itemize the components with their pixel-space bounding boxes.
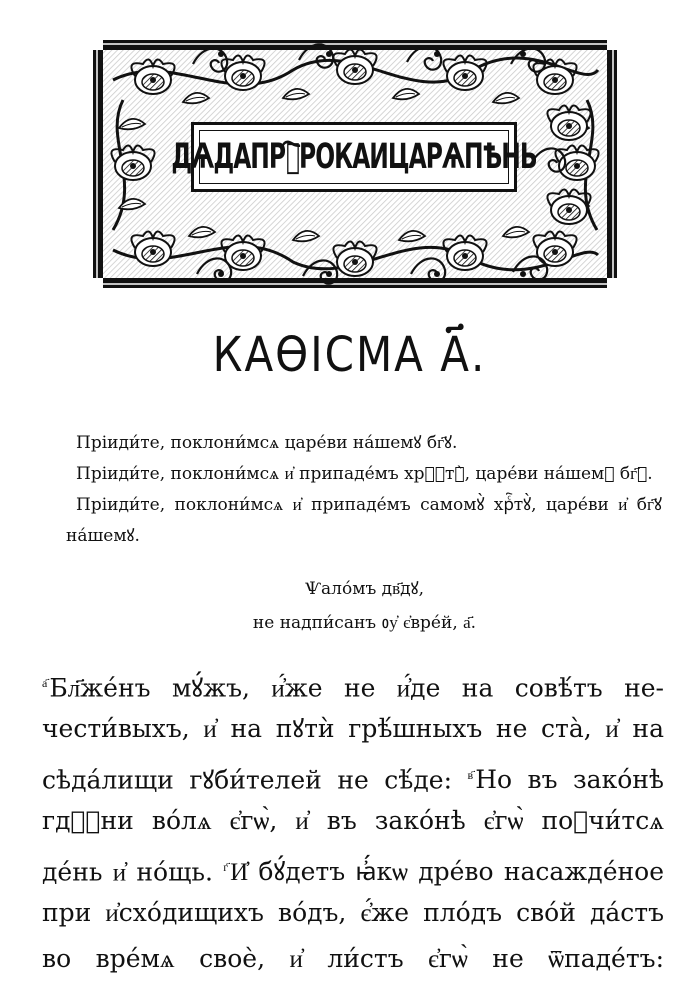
psalm-heading xyxy=(0,572,699,640)
psalm-line xyxy=(42,706,664,752)
psalm-line-text: Но въ зако́нѣ xyxy=(475,765,664,795)
psalm-line-text: И҆ бꙋ́детъ ꙗ҆́кѡ дре́во насажде́ное xyxy=(230,857,664,887)
ligature-title-banner xyxy=(171,122,537,192)
psalm-line-text: чести́выхъ, и҆ на пꙋтѝ грѣ́шныхъ не ста̀, и҆ на xyxy=(42,714,664,743)
prayer-line: Пріиди́те, поклони́мсѧ царе́ви на́шемꙋ бг҃ꙋ. xyxy=(76,433,458,453)
psalm-line-text: гдⷭ҇ни во́лѧ є҆гѡ̀, и҆ въ зако́нѣ є҆гѡ̀ поꙋчи́тсѧ xyxy=(42,806,664,835)
psalm-line xyxy=(42,798,664,844)
psalm-line-text: Бл҃же́нъ мꙋ́жъ, и҆́же не и҆́де на совѣ́тъ не- xyxy=(49,673,664,703)
kathisma-title: КАѲІСМА А҃. xyxy=(212,326,487,383)
prayer-line: Пріиди́те, поклони́мсѧ и҆ припаде́мъ хрⷭ҇тꙋ̀, царе́ви на́шемꙋ бг҃ꙋ. xyxy=(76,464,653,484)
psalm-line-text: во вре́мѧ своѐ, и҆ ли́стъ є҆гѡ̀ не ѿпаде́тъ: xyxy=(42,944,664,973)
psalm-text xyxy=(42,660,664,982)
opening-prayers xyxy=(66,428,662,552)
verse-number: а҃ xyxy=(42,676,48,690)
psalm-line xyxy=(42,752,664,798)
psalm-line xyxy=(42,844,664,890)
psalm-line-text: де́нь и҆ но́щь. xyxy=(42,857,213,887)
psalm-line xyxy=(42,936,664,982)
psalm-line xyxy=(42,660,664,706)
psalm-line-text: при и҆схо́дищихъ во́дъ, є҆́же пло́дъ сво́й да́стъ xyxy=(42,898,664,927)
ornamental-headpiece xyxy=(93,40,617,288)
verse-number: г҃ xyxy=(223,860,229,874)
psalm-line-text: сѣда́лищи гꙋби́телей не сѣ́де: xyxy=(42,765,452,795)
prayer-line: Пріиди́те, поклони́мсѧ и҆ припаде́мъ самомꙋ̀ хрⷭ҇тꙋ̀, царе́ви и҆ бг҃ꙋ на́шемꙋ. xyxy=(66,495,662,546)
psalm-heading-line-1: Ѱало́мъ дв҃дꙋ, xyxy=(305,579,424,599)
psalm-heading-line-2: не надпи́санъ ᲂу҆ є҆вре́й, а҃. xyxy=(252,613,477,633)
psalm-line xyxy=(42,890,664,936)
verse-number: в҃ xyxy=(467,768,474,782)
ligature-title: ДѦДАПРⷪ҇РОКАИЦАРѦПѢНЬ xyxy=(171,136,537,178)
